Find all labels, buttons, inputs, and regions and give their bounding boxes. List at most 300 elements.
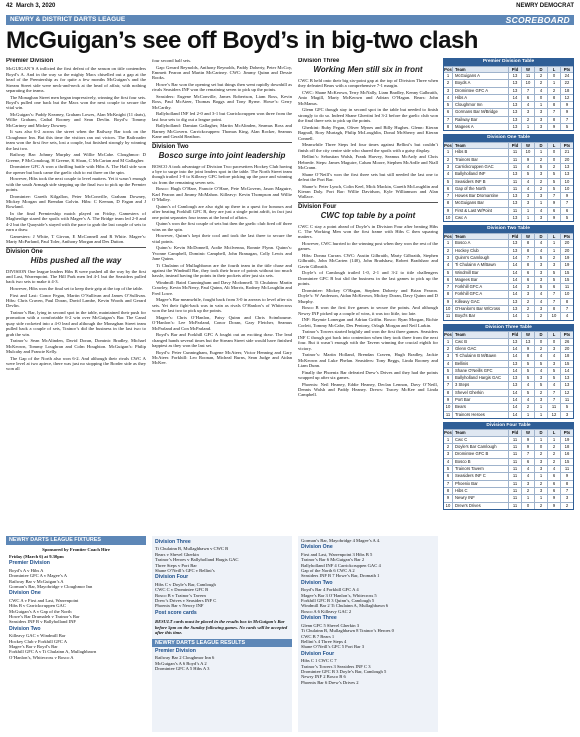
fixture-section-title: Post score cards bbox=[155, 609, 197, 616]
fixture-line: Dromintee GFC A v Magee’s A bbox=[9, 573, 68, 579]
table-cell: Shane O'Neills GFC bbox=[453, 368, 509, 374]
table-cell: 10 bbox=[564, 185, 570, 191]
article-paragraph: Ballyholland: Damian Gallagher, Martin McAlinden, Seamus Ross and Barney McGovern. Carrickcruppen: Thomas King, Alan Rocker, Seamus Kane and Gerald Reathon. bbox=[152, 123, 292, 140]
fixture-line: Bosco B v Trainor’s Tavern bbox=[155, 592, 206, 598]
fixture-line: Shane O’Neill’s GFC 5 Port Bar 3 bbox=[301, 644, 365, 650]
table-cell: 14 bbox=[509, 390, 522, 396]
table-row bbox=[444, 443, 573, 450]
table-cell: 3 bbox=[535, 124, 548, 130]
table-cell: 3 bbox=[444, 88, 453, 94]
table-cell: 15 bbox=[564, 276, 570, 282]
fixture-line: CWC B 7 Bears 1 bbox=[301, 633, 335, 639]
table-row bbox=[444, 72, 573, 79]
fixture-line: Newry INF 2 Bosco B 6 bbox=[301, 674, 346, 680]
table-cell: Bosco B bbox=[453, 459, 509, 465]
table-cell: 11 bbox=[509, 157, 522, 163]
table-cell: 11 bbox=[509, 473, 522, 479]
table-cell: 12 bbox=[548, 412, 561, 418]
table-row bbox=[444, 156, 573, 163]
table-cell: 2 bbox=[548, 164, 561, 170]
table-row bbox=[444, 261, 573, 268]
fixtures-date: Friday (March 6) at 9.30pm bbox=[9, 553, 64, 559]
table-cell: 11 bbox=[509, 164, 522, 170]
fixture-line: Dromintee GFC A 5 Hibs A 3 bbox=[155, 666, 210, 672]
league-table bbox=[443, 134, 574, 222]
table-cell: 6 bbox=[548, 488, 561, 494]
table-cell: 11 bbox=[444, 412, 453, 418]
article-paragraph: four second half sets. bbox=[152, 58, 192, 63]
table-cell: 14 bbox=[509, 277, 522, 283]
table-cell: 5 bbox=[522, 390, 535, 396]
table-cell: 19 bbox=[564, 254, 570, 260]
table-cell: O'Hanlon's Bar W/Cross bbox=[453, 306, 509, 312]
table-cell: Magees Bar bbox=[453, 277, 509, 283]
table-cell: 13 bbox=[509, 102, 522, 108]
column-header: Pld bbox=[509, 67, 522, 73]
table-cell: 4 bbox=[535, 88, 548, 94]
article-paragraph: Trainor’s Towers started brightly and won the first three games. Seasiders INF C though got back into contention when they took three from the next four. But it wasn’t enough with the Tavern winning the crucial eighth for victory. bbox=[298, 329, 438, 351]
table-cell: 0 bbox=[548, 157, 561, 163]
table-cell: 5 bbox=[548, 277, 561, 283]
table-cell: McGuigans Bar bbox=[453, 200, 509, 206]
table-cell: 13 bbox=[509, 193, 522, 199]
fixture-section-title: Division Three bbox=[301, 615, 337, 622]
fixture-section-title: Division One bbox=[9, 590, 41, 597]
table-cell: 1 bbox=[535, 149, 548, 155]
table-cell: 13 bbox=[509, 171, 522, 177]
article-paragraph: Seasiders: Eugene McConville, James Robertson, Liam Ross, Kevin Ross, Paul McAteer, Thomas Boggs and Tony Byrne. Howe’s: Gerry McCarthy. bbox=[152, 94, 292, 110]
table-cell: 13 bbox=[509, 200, 522, 206]
table-cell: 1 bbox=[535, 412, 548, 418]
table-cell: 9 bbox=[522, 157, 535, 163]
table-cell: 6 bbox=[565, 207, 569, 213]
table-cell: 13 bbox=[564, 382, 570, 388]
column-header: W bbox=[522, 234, 535, 240]
table-cell: 3 bbox=[444, 255, 453, 261]
fixture-line: McGuigan’s A v Gap of the North bbox=[9, 608, 72, 614]
table-cell: 1 bbox=[522, 208, 535, 214]
table-cell: 5 bbox=[535, 164, 548, 170]
table-cell: 3 bbox=[522, 284, 535, 290]
article-paragraph: Finally the Phoenix Bar defeated Drew’s Drives and they had the points wrapped up after six games. bbox=[298, 369, 438, 380]
article-column-1 bbox=[6, 58, 146, 534]
table-row bbox=[444, 269, 573, 276]
divider bbox=[6, 247, 146, 248]
table-cell: 5 bbox=[535, 255, 548, 261]
table-cell: 2 bbox=[522, 117, 535, 123]
column-header: L bbox=[548, 332, 561, 338]
table-cell: 0 bbox=[548, 339, 561, 345]
table-cell: 3 bbox=[535, 397, 548, 403]
table-cell: 6 bbox=[548, 481, 561, 487]
fixture-line: Magee’s Bar 3 O’Hanlon’s, Whitecross 5 bbox=[301, 592, 377, 598]
table-cell: McGuigans A bbox=[453, 73, 509, 79]
table-row bbox=[444, 436, 573, 443]
table-cell: 10 bbox=[444, 503, 453, 509]
results-card-notice: RESULT cards must be placed in the results box in McGuigan’s Bar before 5pm on the Sunday following games. No cards will be accepted after this time. bbox=[155, 619, 288, 636]
table-cell: Railway Bar bbox=[453, 117, 509, 123]
table-cell: 3 bbox=[565, 495, 569, 501]
table-cell: 6 bbox=[522, 459, 535, 465]
table-cell: Hibs A bbox=[453, 95, 509, 101]
table-cell: 5 bbox=[522, 375, 535, 381]
fixtures-box bbox=[6, 536, 146, 732]
table-cell: Cwc A bbox=[453, 215, 509, 221]
column-header: L bbox=[548, 67, 561, 73]
league-tables bbox=[443, 58, 574, 513]
article-paragraph: Trainor’s: Martin Holland, Brendan Craven, Hugh Bradley, Jackie McKeown and Luke Phelan. Seasiders: Tony Beggs, Linda Rooney and Liam Dunn. bbox=[298, 352, 438, 368]
column-header: L bbox=[548, 143, 561, 149]
article-paragraph: Meanwhile Three Steps led four times against Bellini’s but couldn’t finish off the city centre side who shared the spoils with a gutsy display. bbox=[298, 142, 438, 153]
column-header: Pld bbox=[509, 234, 522, 240]
table-cell: 7 bbox=[522, 88, 535, 94]
results-title: NEWRY DARTS LEAGUE RESULTS bbox=[152, 639, 292, 648]
table-cell: 1 bbox=[444, 339, 453, 345]
table-cell: Boyd's Bar bbox=[453, 313, 509, 319]
table-cell: 6 bbox=[444, 375, 453, 381]
table-row bbox=[444, 87, 573, 94]
table-cell: 19 bbox=[564, 436, 570, 442]
article-paragraph: In the final Premiership match played on Friday, Gamesters of Magherdige stared the spoils with Magee’s A. The Bridge team led 2-0 and 4-2 but the Quayside’s stayed with the pace to grab the last couple of sets to earn a draw. bbox=[6, 211, 146, 233]
table-row bbox=[444, 480, 573, 487]
table-row bbox=[444, 148, 573, 155]
article-paragraph: It was also 6-2 across the street when the Railway Bar took on the Cloughmor Inn. But this time the visitors ran out victors. The Railroader team won the first five sets, lost a couple, but finished strongly by winning the last two. bbox=[6, 129, 146, 151]
table-cell: 3 bbox=[535, 277, 548, 283]
table-cell: 0 bbox=[535, 444, 548, 450]
table-cell: 8 bbox=[548, 117, 561, 123]
fixture-line: O’Hanlon’s, Whitecross v Bosco A bbox=[9, 654, 74, 660]
table-cell: 9 bbox=[565, 193, 569, 199]
table-cell: 2 bbox=[444, 157, 453, 163]
table-cell: 11 bbox=[509, 488, 522, 494]
table-cell: 3 bbox=[535, 488, 548, 494]
article-paragraph: Gherkini: Ruby Fegan, Oliver Mynes and Billy Hughes. Glenn: Kieran Bagnall, Rory Murtagh, Philip McLoughlin, Donal McSherry and Kieran Connell. bbox=[298, 124, 438, 141]
table-cell: 20 bbox=[564, 345, 570, 351]
table-cell: 15 bbox=[564, 360, 570, 366]
subheadline-division-four: CWC top table by a point bbox=[320, 211, 416, 221]
fixture-line: Dromintee GFC B 3 Doyle’s Bar, Camlough 5 bbox=[301, 668, 387, 674]
page-header-line bbox=[6, 3, 574, 13]
fixture-line: CWC C v Dromintee GFC B bbox=[155, 587, 209, 593]
table-cell: 7 bbox=[548, 299, 561, 305]
table-cell: 3 bbox=[535, 466, 548, 472]
table-row bbox=[444, 123, 573, 130]
column-header: Team bbox=[453, 67, 509, 73]
table-cell: 2 bbox=[548, 255, 561, 261]
table-row bbox=[444, 254, 573, 261]
table-row bbox=[444, 381, 573, 388]
table-cell: 6 bbox=[548, 208, 561, 214]
article-paragraph: Quinn’s of Camlough are also right up there in a quest for honours and after beating Forkhill GFC B, they are just a single point adrift, in fact just one point separates four teams at the head of affairs. bbox=[152, 203, 292, 220]
table-cell: 1 bbox=[535, 437, 548, 443]
table-cell: 0 bbox=[548, 73, 561, 79]
article-paragraph: Dromintee: Mickey O’Hagan, Stephen Doherty and Brian Fearon. Doyle’s: W Anderson, Aidan McKeown, Mickey Doran, Davy Quinn and D Murphy. bbox=[298, 287, 438, 304]
table-cell: 0 bbox=[522, 503, 535, 509]
fixture-line: Drew’s Drives v Seasiders INF C bbox=[155, 598, 217, 604]
article-paragraph: BOSCO A took advantage of Division Two pacesetters Hockey Club having a bye to surge into the joint leaders spot in the table. The North Street team though trailed 1-0 to Killeavy GFC before picking up the pace and winning six from the remaining seven sets. bbox=[152, 163, 292, 185]
table-cell: 5 bbox=[444, 270, 453, 276]
table-cell: 3 bbox=[444, 353, 453, 359]
results-continued-box bbox=[298, 536, 438, 732]
table-row bbox=[444, 247, 573, 254]
table-cell: 4 bbox=[535, 240, 548, 246]
column-header: Pos bbox=[444, 332, 452, 338]
fixture-line: First and Last, Warrenpoint 3 Hibs B 5 bbox=[301, 551, 373, 557]
table-cell: 12 bbox=[564, 94, 570, 100]
table-cell: 4 bbox=[522, 473, 535, 479]
table-cell: 8 bbox=[522, 240, 535, 246]
table-cell: 11 bbox=[509, 179, 522, 185]
table-cell: 2 bbox=[535, 481, 548, 487]
paper-name: NEWRY DEMOCRAT bbox=[516, 3, 574, 9]
table-cell: Forkhill GFC A bbox=[453, 284, 509, 290]
table-cell: 1 bbox=[548, 240, 561, 246]
article-paragraph: Doyle’s of Camlough trailed 1-0, 2-1 and 3-2 to title challengers Dromintee GFC B but slid the business in the last games to pick up the points. bbox=[298, 270, 438, 287]
table-cell: Doyle's Bar Camlough bbox=[453, 444, 509, 450]
table-cell: 5 bbox=[548, 375, 561, 381]
table-cell: 7 bbox=[548, 109, 561, 115]
table-row bbox=[444, 116, 573, 123]
table-cell: 13 bbox=[509, 299, 522, 305]
article-paragraph: Shane O’Neill’s won the first three sets but still needed the last one to defeat the Port Bar. bbox=[298, 171, 438, 182]
table-cell: 4 bbox=[548, 353, 561, 359]
table-cell: 2 bbox=[444, 80, 453, 86]
table-cell: 13 bbox=[509, 240, 522, 246]
table-cell: 13 bbox=[509, 124, 522, 130]
table-cell: 7 bbox=[444, 193, 453, 199]
column-header: L bbox=[548, 234, 561, 240]
league-table-header-row bbox=[444, 66, 573, 73]
table-cell: 3 bbox=[535, 375, 548, 381]
table-cell: 18 bbox=[564, 353, 570, 359]
table-cell: Port Bar bbox=[453, 397, 509, 403]
fixture-line: Boyd’s A v Hibs A bbox=[9, 567, 44, 573]
table-cell: 4 bbox=[522, 186, 535, 192]
table-cell: 3 bbox=[535, 171, 548, 177]
table-cell: 26 bbox=[564, 338, 570, 344]
table-cell: 3 Steps bbox=[453, 382, 509, 388]
table-cell: 13 bbox=[509, 339, 522, 345]
fixture-section-title: Division Two bbox=[301, 579, 333, 586]
fixture-line: Gap of the North 6 CWC A 2 bbox=[301, 568, 355, 574]
article-paragraph: However, Hibs took the next couple to level matters. Yet it wasn’t enough with the south Armagh side stepping up the final two to pick up the Premier points. bbox=[6, 176, 146, 193]
league-table-title: Division Three Table bbox=[444, 325, 573, 332]
table-cell: 14 bbox=[509, 95, 522, 101]
table-cell: 9 bbox=[522, 346, 535, 352]
table-cell: 1 bbox=[548, 437, 561, 443]
table-cell: 11 bbox=[522, 73, 535, 79]
league-table bbox=[443, 225, 574, 320]
column-header: D bbox=[535, 430, 548, 436]
fixture-line: Glenn GFC 5 Shevel Gherkin 3 bbox=[301, 622, 360, 628]
table-cell: 5 bbox=[535, 382, 548, 388]
table-row bbox=[444, 283, 573, 290]
table-cell: 6 bbox=[444, 186, 453, 192]
table-cell: Windmill Bar bbox=[453, 270, 509, 276]
section-banner bbox=[6, 15, 574, 25]
table-cell: 5 bbox=[522, 171, 535, 177]
fixture-line: CWC A v First and Last, Warrenpoint bbox=[9, 597, 79, 603]
table-cell: 0 bbox=[535, 339, 548, 345]
table-cell: 2 bbox=[548, 88, 561, 94]
table-cell: 5 bbox=[444, 179, 453, 185]
table-cell: 11 bbox=[564, 284, 570, 290]
section-title-division-three: Division Three bbox=[298, 58, 340, 64]
table-cell: 4 bbox=[444, 361, 453, 367]
table-row bbox=[444, 403, 573, 410]
table-cell: 14 bbox=[509, 353, 522, 359]
table-cell: 4 bbox=[444, 262, 453, 268]
table-cell: 13 bbox=[509, 361, 522, 367]
table-cell: Hibs C bbox=[453, 488, 509, 494]
table-row bbox=[444, 374, 573, 381]
table-cell: 10 bbox=[444, 215, 453, 221]
table-cell: 10 bbox=[564, 291, 570, 297]
article-paragraph: However, Hibs won the final set to keep their grip at the top of the table. bbox=[10, 286, 144, 291]
article-paragraph: Howe’s Bar won the opening set but things then went rapidly downhill as rivals Seasiders INF won the remaining seven to pick up the points. bbox=[152, 82, 292, 93]
article-paragraph: Gap: Gerard Reynolds, Anthony Reynolds, Paddy Doherty, Peter McCoy, Emmett Fearon and Martin McCartney. CWC: Jimmy Quinn and Dessie Rooks. bbox=[152, 64, 292, 81]
table-cell: 2 bbox=[535, 313, 548, 319]
article-paragraph: CWC B held onto their big six-point gap at the top of Division Three when they defeated Bears with a comprehensive 7-1 margin. bbox=[298, 77, 438, 89]
table-cell: 3 bbox=[548, 262, 561, 268]
table-cell: 1 bbox=[444, 240, 453, 246]
table-row bbox=[444, 192, 573, 199]
fixture-line: Hibs C v Doyle’s Bar, Camlough bbox=[155, 581, 216, 587]
table-row bbox=[444, 239, 573, 246]
article-paragraph: Windmill: Baird Cunningham and Davy Mcdonnell. Ti Chulainn: Martin Crawley, Kevin McNerry, Paul Quinn, Ali Morris, Rodney McLoughlin and Fred Lowe. bbox=[152, 279, 292, 296]
column-header: Team bbox=[453, 332, 509, 338]
league-table-title: Division One Table bbox=[444, 135, 573, 142]
table-cell: 5 bbox=[548, 368, 561, 374]
article-paragraph: However, CWC hurried to the winning post when they won the rest of the games. bbox=[298, 241, 438, 252]
table-cell: 13 bbox=[564, 163, 570, 169]
table-cell: Trainors Tavern bbox=[453, 466, 509, 472]
table-cell: 1 bbox=[522, 215, 535, 221]
article-paragraph: However, Quinn’s kept their cool and took the last three to secure the vital points. bbox=[152, 233, 292, 244]
article-paragraph: First and Last: Conor Fegan, Martin O’Sullivan and James O’Sullivan. Hibs: Chris Craven, Paul Doran, David Lambe, Kevin Woods and Gerard Devlin. bbox=[6, 292, 146, 309]
table-cell: 2 bbox=[548, 459, 561, 465]
table-cell: 3 bbox=[535, 459, 548, 465]
article-paragraph: Bosco B won the first five games to secure the points. And although Newry INF picked up a couple of wins, it was too little, too late. bbox=[298, 305, 438, 316]
table-cell: 5 bbox=[522, 368, 535, 374]
table-cell: 5 bbox=[535, 361, 548, 367]
table-cell: 16 bbox=[564, 451, 570, 457]
table-cell: 8 bbox=[444, 291, 453, 297]
table-cell: 6 bbox=[444, 277, 453, 283]
table-cell: 13 bbox=[509, 248, 522, 254]
banner-section-title: NEWRY & DISTRICT DARTS LEAGUE bbox=[10, 16, 126, 23]
table-cell: Trainors Heroes bbox=[453, 412, 509, 418]
table-cell: 13 bbox=[509, 109, 522, 115]
table-cell: 4 bbox=[444, 171, 453, 177]
table-cell: 5 bbox=[522, 361, 535, 367]
league-table bbox=[443, 58, 574, 131]
table-cell: Boyds A bbox=[453, 80, 509, 86]
article-paragraph: Hibs: Donna Curran. CWC: Austin Gilbraith, Marty Gilbraith, Stephen Gilbraith, John McCarten (140), John Bradshaw, Robert Bradshaw and Gavin Gilbraith. bbox=[298, 253, 438, 269]
table-cell: 7 bbox=[548, 390, 561, 396]
table-cell: 5 bbox=[548, 179, 561, 185]
table-cell: 5 bbox=[548, 171, 561, 177]
article-paragraph: INF: Raymie Lonergan and Adrian Griffin. Bosco: Ryan Morgan, Richie Corlett, Tommy McCabe, Des Pentony, Orlagh Morgan and Neil Larkin. bbox=[298, 317, 438, 328]
table-row bbox=[444, 494, 573, 501]
fixture-section-title: Division Two bbox=[9, 625, 41, 632]
table-cell: 20 bbox=[564, 247, 570, 253]
table-cell: 3 bbox=[535, 193, 548, 199]
fixture-line: Ti Chulainn B, Mullaghbawn v CWC B bbox=[155, 546, 229, 552]
fixture-line: Hibs C 1 CWC C 7 bbox=[301, 658, 337, 664]
table-cell: 3 bbox=[522, 291, 535, 297]
table-cell: 2 bbox=[548, 444, 561, 450]
table-cell: Seasiders INF C bbox=[453, 473, 509, 479]
article-column-2 bbox=[152, 58, 292, 534]
table-cell: 1 bbox=[522, 495, 535, 501]
headline: McGuigan’s see off Boyd’s in big-two clash bbox=[6, 27, 478, 54]
table-cell: 7 bbox=[565, 306, 569, 312]
table-cell: 6 bbox=[522, 270, 535, 276]
table-cell: 2 bbox=[535, 186, 548, 192]
table-cell: 1 bbox=[535, 102, 548, 108]
column-header: D bbox=[535, 67, 548, 73]
table-cell: 14 bbox=[509, 313, 522, 319]
fixtures-sponsor: Sponsored by Frontier Coach Hire bbox=[42, 546, 110, 552]
table-cell: First & Last W/Point bbox=[453, 208, 509, 214]
table-cell: 13 bbox=[509, 88, 522, 94]
table-cell: 14 bbox=[509, 412, 522, 418]
table-row bbox=[444, 163, 573, 170]
article-paragraph: Bellini’s: Sebastian Walsh, Frank Harvey, Seamus McArdy and Chris Hebrede. Steps: James Maguire, Calum Moore, Stephen McArdle and Niall McCrann. bbox=[298, 154, 438, 170]
table-row bbox=[444, 396, 573, 403]
table-cell: 11 bbox=[509, 451, 522, 457]
table-cell: 1 bbox=[522, 412, 535, 418]
column-header: D bbox=[535, 332, 548, 338]
column-header: Pld bbox=[509, 143, 522, 149]
table-cell: 14 bbox=[509, 404, 522, 410]
table-cell: 7 bbox=[548, 291, 561, 297]
column-header: Pts bbox=[563, 142, 571, 148]
table-cell: 3 bbox=[535, 109, 548, 115]
table-cell: 11 bbox=[548, 404, 561, 410]
table-cell: Trainors Bar bbox=[453, 157, 509, 163]
table-cell: 24 bbox=[564, 73, 570, 78]
article-paragraph: Magee’s Bar meanwhile, fought back from 3-0 in arrears to level after six sets. Yet their fight-back was in vain as rivals O’Hanlon’s of Whitecross won the last two to pick up the points. bbox=[152, 297, 292, 314]
table-cell: 11 bbox=[509, 466, 522, 472]
league-table-title: Division Two Table bbox=[444, 226, 573, 233]
table-cell: Newry INF bbox=[453, 495, 509, 501]
table-row bbox=[444, 367, 573, 374]
column-header: D bbox=[535, 234, 548, 240]
table-cell: 3 bbox=[522, 481, 535, 487]
column-header: Pos bbox=[444, 233, 452, 239]
article-paragraph: DIVISION One league leaders Hibs B were pushed all the way by the first and Last, Warrenpoint. The Hill Park men led 4-1 but the Seasiders pulled back two sets to make it 4-3. bbox=[6, 268, 146, 285]
table-cell: Forkhill GFC A bbox=[453, 291, 509, 297]
table-cell: 6 bbox=[444, 473, 453, 479]
table-cell: 10 bbox=[522, 80, 535, 86]
league-table-header-row bbox=[444, 331, 573, 338]
fixture-section-title: Division Three bbox=[155, 539, 191, 545]
article-paragraph: Trainor’s Bar, lying in second spot in the table, maintained their push for promotion with a comfortable 6-2 win over McGuigan’s Bar. The Canal quay side rocketed into a 4-0 lead and although the Monaghan Street team pulled back a couple of sets, Trainor’s did the business in the last two to grab the win. bbox=[6, 310, 146, 337]
table-cell: Hockey Club bbox=[453, 248, 509, 254]
table-cell: 9 bbox=[565, 109, 569, 115]
article-paragraph: Trainor’s: Sean McAlinden, David Doran, Dominic Bradley, Michael McKeown, Tommy Loughran and Colm Houghton. McGuigan’s: Philip Mulcahy and Francie Kelly. bbox=[6, 338, 146, 355]
table-cell: 2 bbox=[522, 404, 535, 410]
table-cell: 8 bbox=[444, 124, 453, 130]
table-cell: 4 bbox=[522, 397, 535, 403]
page-number: 42 bbox=[6, 3, 13, 9]
table-cell: 3 bbox=[535, 262, 548, 268]
table-cell: 9 bbox=[444, 397, 453, 403]
table-cell: 9 bbox=[548, 495, 561, 501]
table-cell: 2 bbox=[565, 502, 569, 508]
